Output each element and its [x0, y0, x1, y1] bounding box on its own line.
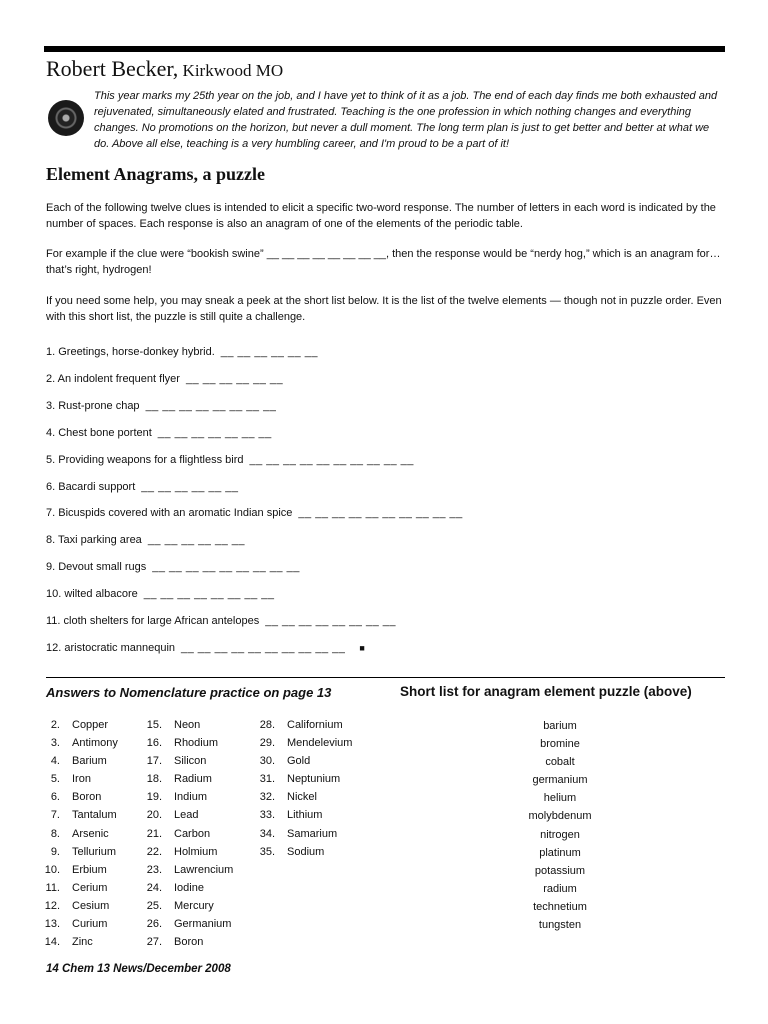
- answer-number: 7.: [50, 809, 60, 822]
- clue-blanks: __ __ __ __ __ __: [141, 480, 239, 493]
- answer-number: 35.: [259, 845, 275, 858]
- puzzle-help: If you need some help, you may sneak a peek at the short list below. It is the list of the twelve elements — though not in puzzle order. Even with this short list, the puzzle is still quite a challenge.: [46, 295, 722, 323]
- answer-number: 11.: [45, 881, 60, 894]
- answer-element: Erbium: [72, 863, 107, 876]
- clue-text: 12. aristocratic mannequin: [46, 641, 176, 654]
- clue-text: 9. Devout small rugs: [46, 561, 147, 574]
- clue-text: 7. Bicuspids covered with an aromatic Indian spice: [46, 507, 293, 520]
- clue-text: 3. Rust-prone chap: [46, 399, 140, 412]
- clue-blanks: __ __ __ __ __ __ __ __ __ __: [298, 507, 463, 520]
- answer-item: [146, 933, 233, 951]
- answer-item: [44, 915, 118, 933]
- short-list-item: potassium: [534, 864, 586, 877]
- puzzle-example: For example if the clue were “bookish swine” __ __ __ __ __ __ __ __, then the response would be “nerdy hog,” which is an anagram for… that’s right, hydrogen!: [46, 248, 721, 276]
- answer-number: 22.: [146, 845, 162, 858]
- short-list-item: tungsten: [538, 919, 582, 932]
- answer-element: Mendelevium: [287, 737, 353, 750]
- answer-element: Iron: [72, 773, 91, 786]
- answer-item: [259, 806, 352, 824]
- answer-element: Cerium: [72, 881, 108, 894]
- answer-item: [146, 734, 233, 752]
- answer-item: [44, 879, 118, 897]
- answer-element: Cesium: [72, 899, 110, 912]
- answer-element: Copper: [72, 719, 109, 731]
- clue-item: [46, 479, 238, 495]
- answer-element: Arsenic: [72, 827, 109, 840]
- end-mark-icon: ■: [359, 642, 365, 653]
- answer-item: [259, 734, 352, 752]
- clue-text: 5. Providing weapons for a flightless bird: [46, 453, 244, 466]
- answer-element: Germanium: [174, 918, 232, 931]
- answer-element: Nickel: [287, 791, 317, 804]
- answer-number: 34.: [259, 827, 275, 840]
- answer-element: Rhodium: [174, 737, 219, 750]
- puzzle-title: Element Anagrams, a puzzle: [46, 164, 265, 184]
- short-list-item: helium: [543, 792, 577, 805]
- answer-number: 32.: [259, 791, 275, 804]
- clue-blanks: __ __ __ __ __ __ __ __: [265, 615, 396, 627]
- answer-number: 28.: [259, 719, 275, 731]
- answer-number: 19.: [146, 791, 162, 804]
- answer-number: 29.: [259, 737, 275, 750]
- clue-item: [46, 505, 463, 521]
- clue-blanks: __ __ __ __ __ __: [220, 346, 318, 358]
- clue-item: [46, 586, 275, 602]
- short-list-item: nitrogen: [540, 828, 580, 841]
- answer-item: [259, 843, 352, 861]
- answer-number: 10.: [44, 863, 60, 876]
- short-list-item: germanium: [532, 774, 588, 787]
- answer-item: [44, 861, 118, 879]
- answer-number: 4.: [50, 755, 60, 768]
- clue-blanks: __ __ __ __ __ __: [147, 534, 246, 547]
- puzzle-intro: Each of the following twelve clues is intended to elicit a specific two-word response. The number of letters in each word is indicated by the number of spaces. Each response is also an anagram of one of the elements of the periodic table.: [46, 202, 716, 230]
- answer-element: Tantalum: [72, 809, 117, 822]
- clue-text: 11. cloth shelters for large African antelopes: [46, 615, 260, 627]
- answer-item: [44, 897, 118, 915]
- clue-item: [46, 371, 283, 387]
- answer-element: Curium: [72, 918, 108, 931]
- answer-item: [146, 716, 233, 734]
- answer-item: [146, 897, 233, 915]
- clue-text: 1. Greetings, horse-donkey hybrid.: [46, 346, 215, 358]
- answer-number: 3.: [50, 737, 60, 750]
- answer-item: [44, 752, 118, 770]
- answer-element: Silicon: [174, 755, 207, 768]
- short-list-item: molybdenum: [528, 810, 592, 823]
- answer-element: Lithium: [287, 809, 323, 822]
- short-list-item: barium: [543, 720, 577, 732]
- answer-item: [146, 879, 233, 897]
- answer-element: Tellurium: [72, 845, 117, 858]
- answer-item: [146, 752, 233, 770]
- answer-number: 24.: [146, 881, 162, 894]
- answers-title: Answers to Nomenclature practice on page 13: [46, 685, 332, 700]
- answer-number: 33.: [259, 809, 275, 822]
- answers-column-2: [146, 716, 233, 951]
- answer-element: Antimony: [72, 737, 118, 750]
- answer-item: [259, 770, 352, 788]
- short-list-item: radium: [543, 882, 577, 895]
- clue-item: [46, 398, 276, 414]
- answer-number: 25.: [146, 899, 162, 912]
- clue-blanks: __ __ __ __ __ __ __: [157, 426, 272, 439]
- clue-item: [46, 640, 365, 656]
- answer-item: [44, 933, 118, 951]
- answer-number: 14.: [44, 936, 60, 949]
- answer-item: [259, 825, 352, 843]
- answer-item: [146, 915, 233, 933]
- answer-number: 18.: [146, 773, 162, 786]
- author-name: Robert Becker,: [46, 56, 179, 81]
- answer-number: 30.: [259, 755, 275, 768]
- clue-text: 8. Taxi parking area: [46, 534, 142, 547]
- answers-column-3: [259, 716, 352, 861]
- clue-item: [46, 559, 300, 575]
- author-heading: [46, 56, 283, 82]
- clue-blanks: __ __ __ __ __ __ __ __ __ __: [249, 453, 414, 466]
- section-divider: [46, 677, 725, 678]
- answer-element: Boron: [72, 791, 102, 804]
- answer-element: Carbon: [174, 827, 211, 840]
- author-bio: This year marks my 25th year on the job, and I have yet to think of it as a job. The end of each day finds me both exhausted and rejuvenated, simultaneously elated and frustrated. Teaching is the one profession in which nothing changes and everything changes. No promotions on the horizon, but never a dull moment. The long term plan is just to get better and better at what we do. Above all else, teaching is a very humbling career, and I'm proud to be a part of it!: [94, 90, 718, 150]
- clue-item: [46, 452, 414, 468]
- clue-item: [46, 532, 245, 548]
- answer-element: Radium: [174, 773, 212, 786]
- answer-element: Zinc: [72, 936, 93, 949]
- answer-number: 12.: [44, 899, 60, 912]
- answer-element: Lead: [174, 809, 199, 822]
- answer-element: Samarium: [287, 827, 338, 840]
- short-list-item: bromine: [540, 738, 580, 751]
- answer-item: [44, 770, 118, 788]
- clue-blanks: __ __ __ __ __ __: [185, 372, 284, 385]
- answer-item: [146, 806, 233, 824]
- answer-item: [146, 825, 233, 843]
- answer-number: 16.: [146, 737, 162, 750]
- answer-item: [44, 825, 118, 843]
- answer-item: [44, 734, 118, 752]
- answer-item: [44, 716, 118, 734]
- answer-element: Neptunium: [287, 773, 341, 786]
- clue-blanks: __ __ __ __ __ __ __ __ __ __: [181, 641, 346, 654]
- answer-number: 27.: [146, 936, 162, 949]
- clue-item: [46, 425, 272, 441]
- answer-element: Boron: [174, 936, 204, 949]
- clue-text: 2. An indolent frequent flyer: [46, 372, 180, 385]
- answer-number: 5.: [50, 773, 60, 786]
- clue-text: 4. Chest bone portent: [46, 426, 152, 439]
- answer-number: 6.: [50, 791, 60, 804]
- answer-item: [44, 843, 118, 861]
- clue-item: [46, 344, 318, 360]
- answer-number: 2.: [50, 719, 60, 731]
- answer-element: Iodine: [174, 881, 204, 894]
- answer-item: [259, 788, 352, 806]
- clue-blanks: __ __ __ __ __ __ __ __: [145, 399, 277, 412]
- clue-item: [46, 613, 396, 629]
- answer-element: Holmium: [174, 845, 218, 858]
- answer-element: Mercury: [174, 899, 214, 912]
- clue-blanks: __ __ __ __ __ __ __ __: [143, 588, 275, 601]
- answer-number: 21.: [146, 827, 162, 840]
- answer-item: [259, 752, 352, 770]
- answer-element: Sodium: [287, 845, 325, 858]
- answer-element: Indium: [174, 791, 208, 804]
- answer-element: Neon: [174, 719, 201, 731]
- answer-number: 8.: [50, 827, 60, 840]
- answer-item: [44, 806, 118, 824]
- short-list: [480, 717, 640, 934]
- author-location: Kirkwood MO: [178, 61, 284, 80]
- answer-item: [146, 861, 233, 879]
- answer-element: Barium: [72, 755, 107, 768]
- answer-number: 20.: [146, 809, 162, 822]
- page-footer: 14 Chem 13 News/December 2008: [46, 963, 231, 975]
- top-rule: [44, 46, 725, 52]
- answer-number: 13.: [44, 918, 60, 931]
- clue-text: 10. wilted albacore: [46, 588, 138, 601]
- clue-blanks: __ __ __ __ __ __ __ __ __: [152, 561, 300, 574]
- answer-number: 17.: [146, 755, 162, 768]
- answers-column-1: [44, 716, 118, 951]
- answer-number: 15.: [146, 719, 162, 731]
- answer-item: [146, 770, 233, 788]
- answer-element: Gold: [287, 755, 311, 768]
- short-list-item: cobalt: [545, 756, 575, 769]
- answer-number: 23.: [146, 863, 162, 876]
- clue-text: 6. Bacardi support: [46, 480, 136, 493]
- answer-item: [146, 788, 233, 806]
- answer-number: 31.: [259, 773, 275, 786]
- answer-element: Californium: [287, 719, 343, 731]
- short-list-item: technetium: [533, 900, 587, 913]
- short-list-item: platinum: [539, 846, 581, 859]
- answer-item: [44, 788, 118, 806]
- answer-element: Lawrencium: [174, 863, 234, 876]
- answer-number: 9.: [50, 845, 60, 858]
- short-list-title: Short list for anagram element puzzle (above): [400, 684, 692, 699]
- cd-disc-icon: [48, 100, 84, 136]
- answer-item: [146, 843, 233, 861]
- answer-item: [259, 716, 352, 734]
- answer-number: 26.: [146, 918, 162, 931]
